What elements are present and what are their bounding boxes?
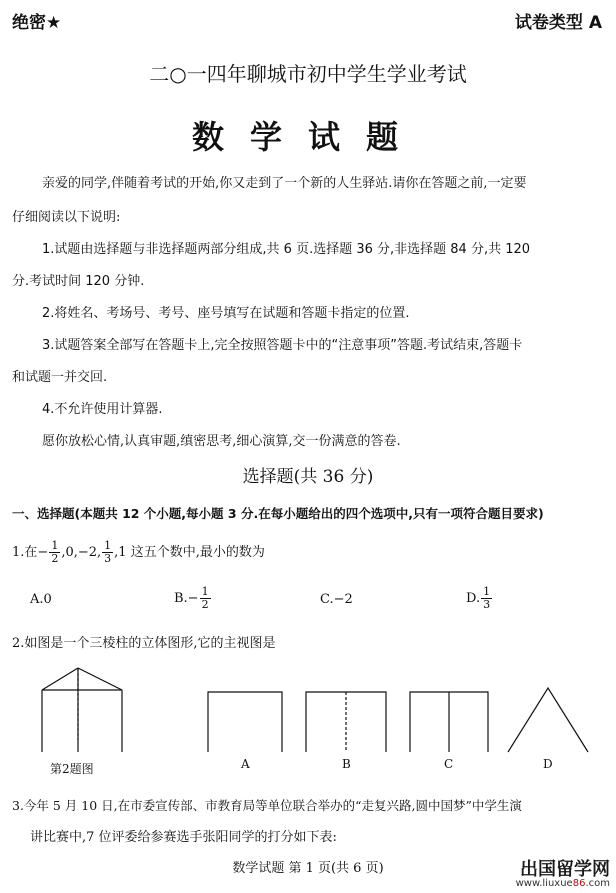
prism-figure — [42, 668, 122, 752]
q1-optb-num: 1 — [201, 585, 209, 598]
q1-fraction-half — [49, 540, 60, 565]
intro-line-2: 仔细阅读以下说明: — [12, 210, 121, 225]
option-a-figure — [208, 692, 282, 752]
secret-label: 绝密★ — [12, 13, 62, 33]
option-d-outline — [508, 688, 588, 752]
q1-optd-den: 3 — [483, 598, 491, 611]
wish-line: 愿你放松心情,认真审题,缜密思考,细心演算,交一份满意的答卷. — [42, 434, 401, 449]
q1-frac2-num: 1 — [104, 539, 112, 552]
prism-edge — [42, 668, 78, 690]
q1-suffix: ,1 这五个数中,最小的数为 — [114, 545, 265, 560]
q1-option-a: A.0 — [30, 592, 52, 607]
q1-prefix: 1.在 — [12, 545, 38, 560]
q1-optd-num: 1 — [483, 585, 491, 598]
note-1-line-1: 1.试题由选择题与非选择题两部分组成,共 6 页.选择题 36 分,非选择题 84 分,共 120 — [42, 242, 531, 257]
question-3-line-2: 讲比赛中,7 位评委给参赛选手张阳同学的打分如下表: — [30, 830, 337, 845]
q1-option-c: C.−2 — [320, 592, 353, 607]
q1-optb-prefix: B.− — [174, 591, 199, 606]
subject-title: 数学试题 — [191, 118, 424, 156]
q1-optd-prefix: D. — [466, 591, 481, 606]
prism-edge — [78, 668, 122, 690]
watermark-url-num: 86 — [572, 878, 586, 889]
option-c-figure — [410, 692, 488, 752]
q1-middle: ,0,−2, — [61, 545, 102, 560]
watermark-name: 出国留学网 — [520, 859, 610, 880]
q1-minus: − — [37, 545, 49, 560]
q1-optb-den: 2 — [201, 598, 209, 611]
q1-frac1-num: 1 — [51, 539, 59, 552]
page-footer: 数学试题 第 1 页(共 6 页) — [232, 861, 384, 876]
q1-optd-fraction — [481, 586, 492, 611]
note-3-line-1: 3.试题答案全部写在答题卡上,完全按照答题卡中的“注意事项”答题.考试结束,答题卡 — [42, 338, 523, 353]
q2-label-d: D — [543, 757, 553, 771]
watermark-url — [516, 878, 610, 889]
option-b-figure — [306, 692, 386, 752]
note-2: 2.将姓名、考场号、考号、座号填写在试题和答题卡指定的位置. — [42, 306, 410, 321]
section-title: 选择题(共 36 分) — [242, 467, 374, 487]
q1-frac1-den: 2 — [51, 552, 59, 565]
part-one-instructions: 一、选择题(本题共 12 个小题,每小题 3 分.在每小题给出的四个选项中,只有一项符合题目要求) — [12, 506, 544, 521]
q1-option-d — [466, 586, 493, 611]
paper-type-label: 试卷类型 A — [514, 13, 602, 33]
question-3-line-1: 3.今年 5 月 10 日,在市委宣传部、市教育局等单位联合举办的“走复兴路,圆中国梦”中学生演 — [12, 798, 522, 813]
watermark-url-prefix: www.liuxue — [515, 878, 573, 889]
note-1-line-2: 分.考试时间 120 分钟. — [12, 274, 145, 289]
question-2-stem: 2.如图是一个三棱柱的立体图形,它的主视图是 — [12, 636, 276, 651]
exam-title: 二○一四年聊城市初中学生学业考试 — [149, 62, 467, 86]
q2-label-b: B — [342, 757, 351, 771]
q1-frac2-den: 3 — [104, 552, 112, 565]
q2-figure-caption: 第2题图 — [50, 762, 94, 776]
q2-label-c: C — [444, 757, 454, 771]
intro-line-1: 亲爱的同学,伴随着考试的开始,你又走到了一个新的人生驿站.请你在答题之前,一定要 — [42, 176, 527, 191]
note-4: 4.不允许使用计算器. — [42, 402, 163, 417]
q1-option-b — [174, 586, 212, 611]
question-1-stem — [12, 540, 265, 565]
q1-fraction-third — [102, 540, 113, 565]
q1-optb-fraction — [200, 586, 211, 611]
watermark-url-suffix: .com — [585, 878, 610, 889]
option-d-figure — [508, 688, 588, 752]
note-3-line-2: 和试题一并交回. — [12, 370, 108, 385]
q2-label-a: A — [241, 757, 250, 771]
option-a-outline — [208, 692, 282, 752]
